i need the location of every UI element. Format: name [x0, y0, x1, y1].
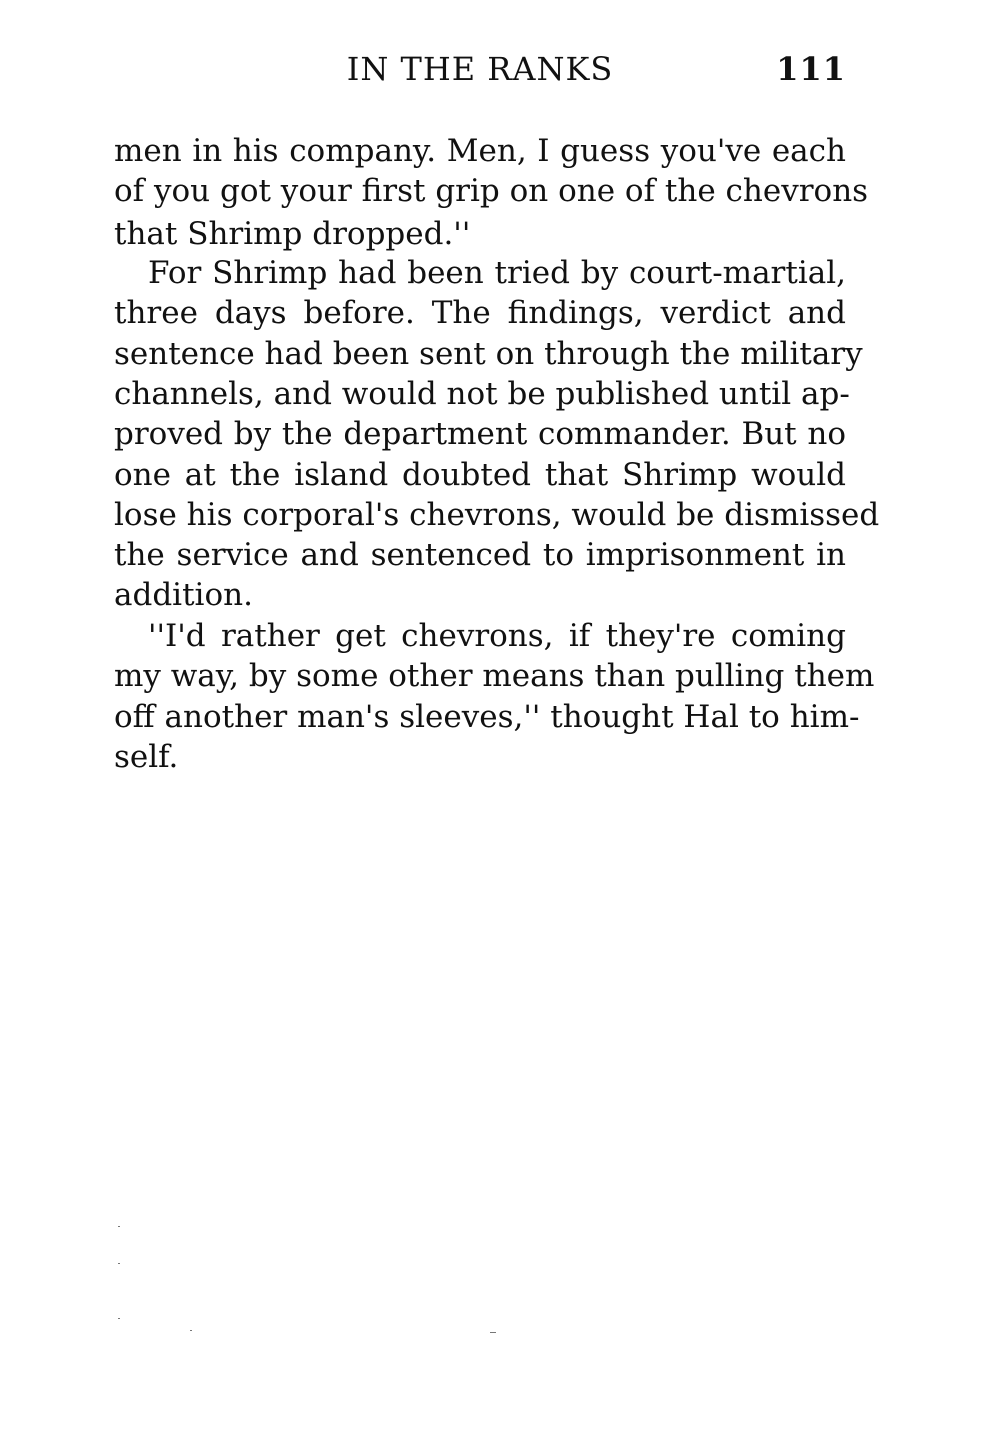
paragraph-first-line: For Shrimp had been tried by court-martial,: [148, 255, 846, 291]
text-line: that Shrimp dropped.'': [114, 216, 471, 252]
text-line: channels, and would not be published until ap-: [114, 376, 850, 412]
text-line: lose his corporal's chevrons, would be dismissed: [114, 497, 880, 533]
text-line: of you got your first grip on one of the chevrons: [114, 173, 869, 209]
text-line: addition.: [114, 577, 253, 613]
text-line: off another man's sleeves,'' thought Hal to him-: [114, 699, 860, 735]
running-title: IN THE RANKS: [346, 50, 614, 88]
text-line: my way, by some other means than pulling them: [114, 658, 875, 694]
text-line: men in his company. Men, I guess you've each: [114, 133, 846, 169]
text-line: three days before. The findings, verdict and: [114, 295, 846, 331]
text-line: proved by the department commander. But no: [114, 416, 846, 452]
paragraph-first-line: ''I'd rather get chevrons, if they're coming: [148, 618, 846, 654]
text-line: self.: [114, 739, 179, 775]
scan-speck: [190, 1330, 192, 1331]
page-number: 111: [776, 50, 846, 88]
scan-speck: [118, 1263, 120, 1264]
text-line: one at the island doubted that Shrimp would: [114, 457, 846, 493]
scan-speck: [118, 1318, 120, 1319]
scan-speck: [118, 1226, 120, 1227]
running-head: [114, 44, 846, 92]
text-line: sentence had been sent on through the military: [114, 336, 863, 372]
text-line: the service and sentenced to imprisonment in: [114, 537, 846, 573]
scan-speck: [490, 1332, 496, 1333]
